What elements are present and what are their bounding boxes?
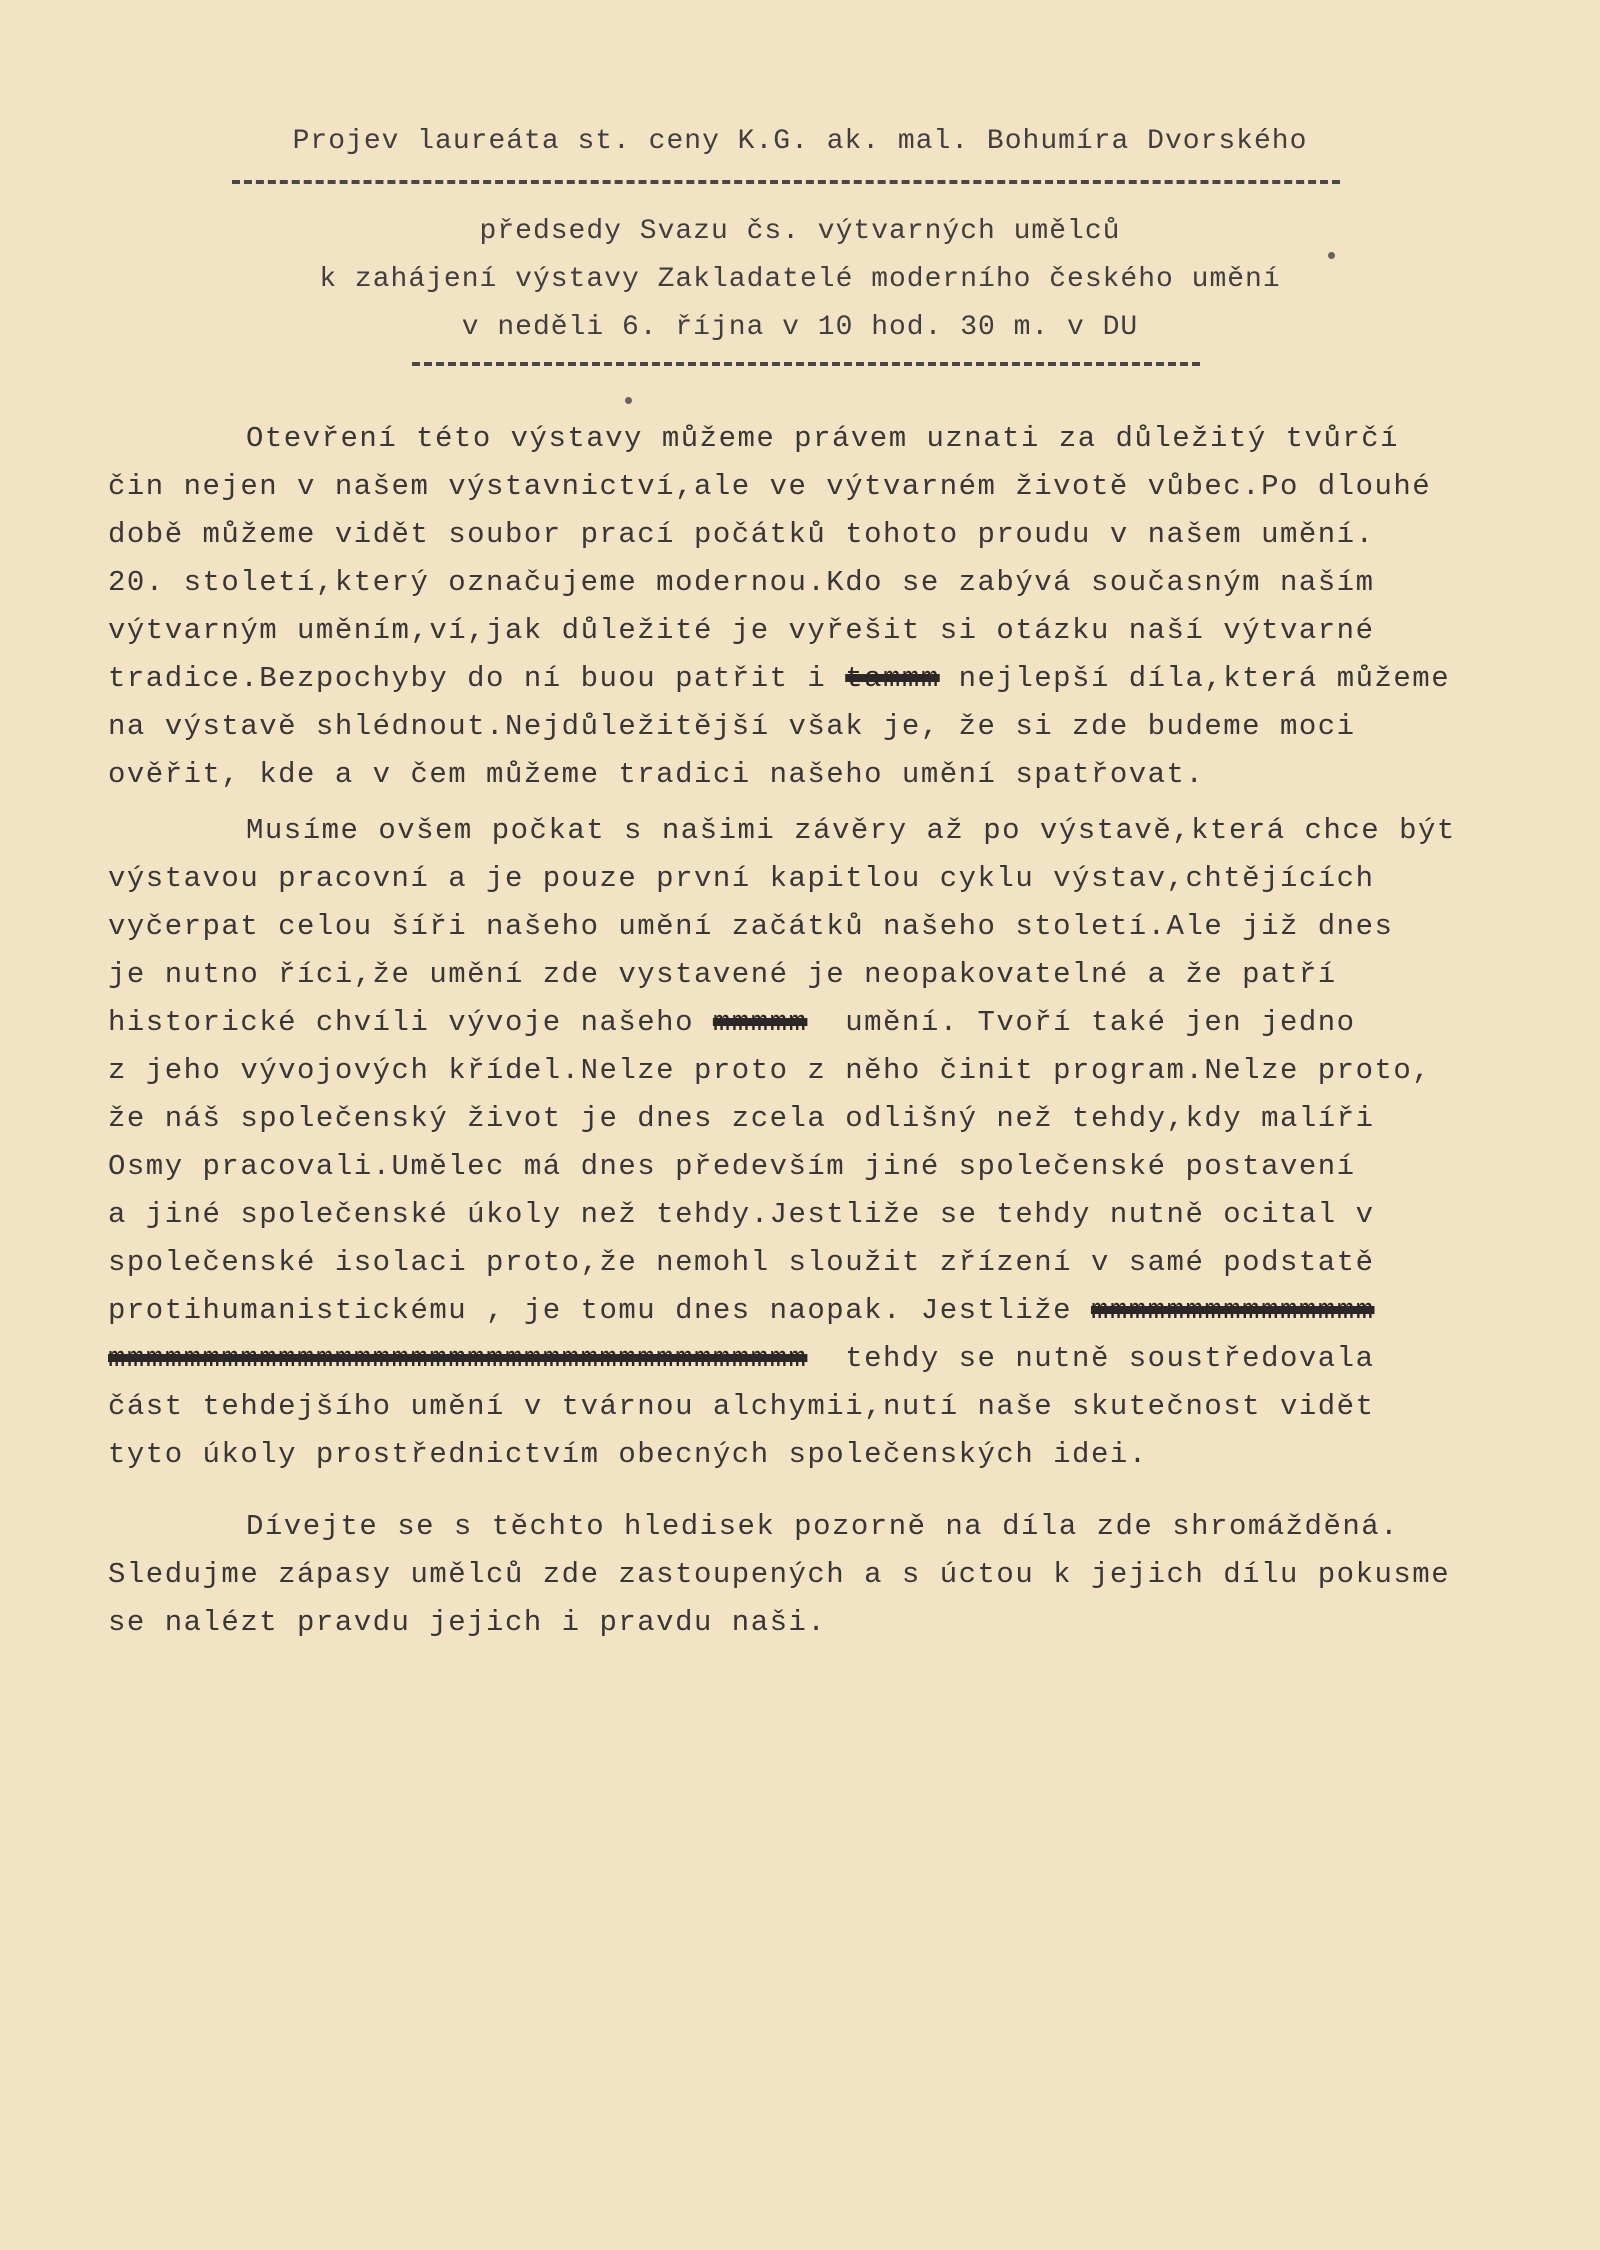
body-line-12: je nutno říci,že umění zde vystavené je neopakovatelné a že patří — [108, 958, 1337, 991]
subtitle-underline — [412, 362, 1200, 366]
struck-out-text: mmmmmmmmmmmmmmmmmmmmmmmmmmmmmmmmmmmmm — [108, 1342, 808, 1375]
body-line-10: výstavou pracovní a je pouze první kapitlou cyklu výstav,chtějících — [108, 862, 1375, 895]
paper-speck — [625, 397, 632, 404]
body-line-23: Dívejte se s těchto hledisek pozorně na díla zde shromážděná. — [246, 1510, 1400, 1543]
subtitle-line-3: v neděli 6. října v 10 hod. 30 m. v DU — [461, 312, 1139, 343]
body-text: nejlepší díla,která můžeme — [939, 662, 1451, 695]
body-line-5: výtvarným uměním,ví,jak důležité je vyřešit si otázku naší výtvarné — [108, 614, 1375, 647]
body-line-4: 20. století,který označujeme modernou.Kdo se zabývá současným naším — [108, 566, 1375, 599]
body-line-16: Osmy pracovali.Umělec má dnes především jiné společenské postavení — [108, 1150, 1356, 1183]
subtitle-line-2: k zahájení výstavy Zakladatelé moderního českého umění — [319, 264, 1281, 295]
speech-title: Projev laureáta st. ceny K.G. ak. mal. Bohumíra Dvorského — [292, 126, 1308, 157]
body-line-2: čin nejen v našem výstavnictví,ale ve výtvarném životě vůbec.Po dlouhé — [108, 470, 1432, 503]
body-line-6 — [108, 662, 1450, 695]
struck-out-text: mmmmm — [712, 1006, 808, 1039]
body-text: historické chvíli vývoje našeho — [108, 1006, 713, 1039]
body-line-20 — [108, 1342, 1375, 1375]
struck-out-text: tammm — [845, 662, 940, 695]
paper-speck — [1328, 252, 1335, 259]
body-line-18: společenské isolaci proto,že nemohl sloužit zřízení v samé podstatě — [108, 1246, 1375, 1279]
body-line-11: vyčerpat celou šíři našeho umění začátků našeho století.Ale již dnes — [108, 910, 1394, 943]
body-line-24: Sledujme zápasy umělců zde zastoupených a s úctou k jejich dílu pokusme — [108, 1558, 1451, 1591]
body-text: umění. Tvoří také jen jedno — [807, 1006, 1356, 1039]
body-line-15: že náš společenský život je dnes zcela odlišný než tehdy,kdy malíři — [108, 1102, 1375, 1135]
body-line-17: a jiné společenské úkoly než tehdy.Jestliže se tehdy nutně ocital v — [108, 1198, 1375, 1231]
struck-out-text: mmmmmmmmmmmmmmm — [1090, 1294, 1375, 1327]
body-line-22: tyto úkoly prostřednictvím obecných společenských idei. — [108, 1438, 1148, 1471]
body-line-14: z jeho vývojových křídel.Nelze proto z něho činit program.Nelze proto, — [108, 1054, 1432, 1087]
body-line-13 — [108, 1006, 1356, 1039]
body-text: tehdy se nutně soustředovala — [807, 1342, 1375, 1375]
body-line-7: na výstavě shlédnout.Nejdůležitější však je, že si zde budeme moci — [108, 710, 1356, 743]
title-underline — [232, 180, 1340, 184]
body-line-3: době můžeme vidět soubor prací počátků tohoto proudu v našem umění. — [108, 518, 1375, 551]
body-line-21: část tehdejšího umění v tvárnou alchymii,nutí naše skutečnost vidět — [108, 1390, 1375, 1423]
subtitle-line-1: předsedy Svazu čs. výtvarných umělců — [479, 216, 1121, 247]
body-line-19 — [108, 1294, 1375, 1327]
body-line-1: Otevření této výstavy můžeme právem uznati za důležitý tvůrčí — [246, 422, 1400, 455]
body-text: protihumanistickému , je tomu dnes naopak. Jestliže — [108, 1294, 1091, 1327]
body-line-25: se nalézt pravdu jejich i pravdu naši. — [108, 1606, 827, 1639]
body-line-9: Musíme ovšem počkat s našimi závěry až po výstavě,která chce být — [246, 814, 1456, 847]
body-text: tradice.Bezpochyby do ní buou patřit i — [108, 662, 846, 695]
body-line-8: ověřit, kde a v čem můžeme tradici našeho umění spatřovat. — [108, 758, 1205, 791]
